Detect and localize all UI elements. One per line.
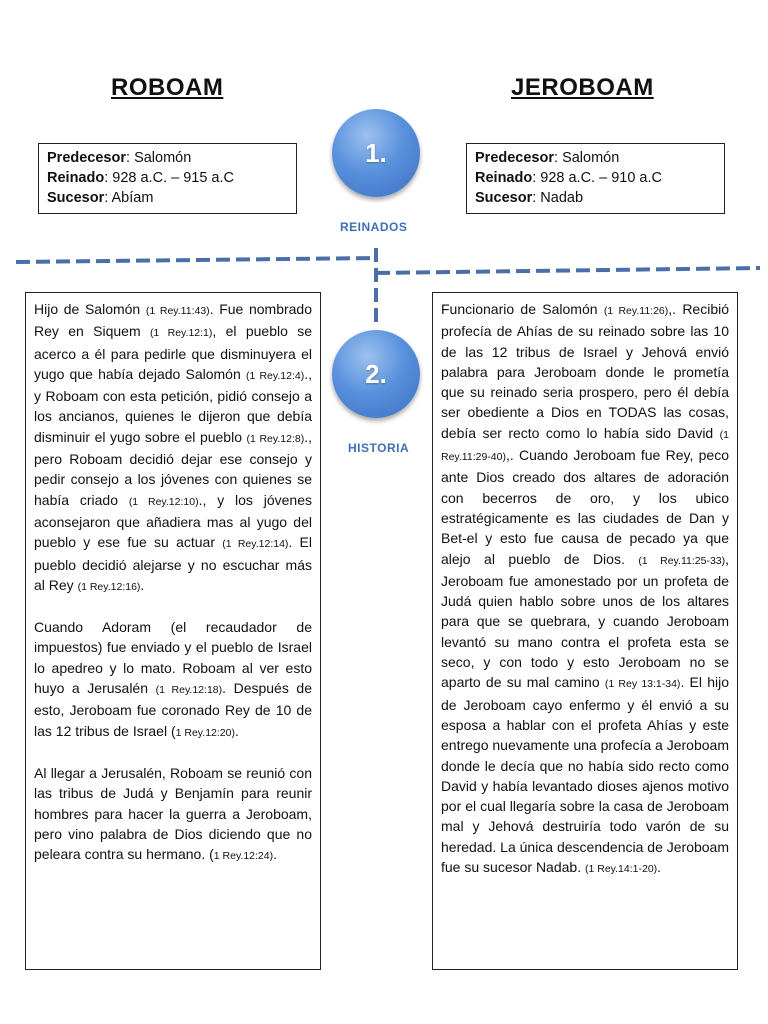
- scripture-reference: 1 Rey.12:24): [213, 850, 274, 863]
- scripture-reference: (1 Rey.11:26): [603, 305, 669, 317]
- paragraph-text: .: [140, 576, 145, 593]
- left-successor-row: Sucesor: Abíam: [47, 190, 154, 206]
- scripture-reference: (1 Rey.11:29-40): [441, 428, 729, 464]
- paragraph-text: ., y Roboam con esta petición, pidió consejo a los ancianos, quienes le dijeron que debía disminuir el yugo sobre el pueblo: [34, 365, 313, 445]
- paragraph: [34, 763, 312, 866]
- paragraph-text: ., y los jóvenes aconsejaron que añadiera mas al yugo del pueblo y ese fue su actuar: [34, 491, 312, 551]
- right-predecessor: Salomón: [562, 150, 620, 166]
- marker-reinados-circle: 1.: [332, 109, 420, 197]
- left-history-textbox: [25, 292, 321, 970]
- paragraph-text: ., pero Roboam decidió dejar ese consejo y pedir consejo a los jóvenes con quienes se había criado: [34, 428, 312, 508]
- paragraph-text: .: [657, 859, 662, 876]
- paragraph-text: .: [234, 722, 239, 739]
- marker-historia-label: HISTORIA: [348, 441, 410, 455]
- paragraph: [34, 617, 312, 743]
- paragraph-text: , Jeroboam fue amonestado por un profeta de Judá quien hablo sobre unos de los altares para que se quebrara, y cuando Jeroboam levantó su mano contra el profeta esta se seco, y con todo y esto Jeroboam no se aparto de su mal camino: [441, 550, 730, 691]
- paragraph-text: Al llegar a Jerusalén, Roboam se reunió con las tribus de Judá y Benjamín para reunir hombres para hacer la guerra a Jeroboam, pero vino palabra de Dios diciendo que no peleara contra su hermano. (: [34, 764, 312, 863]
- left-predecessor-row: Predecesor: Salomón: [47, 150, 192, 166]
- scripture-reference: (1 Rey 13:1-34): [604, 678, 681, 691]
- paragraph-text: Funcionario de Salomón: [441, 301, 604, 317]
- scripture-reference: 1 Rey.12:20): [175, 726, 235, 739]
- scripture-reference: (1 Rey.12:4): [245, 369, 305, 382]
- scripture-reference: (1 Rey.11:43): [145, 305, 210, 317]
- left-reign-row: Reinado: 928 a.C. – 915 a.C: [47, 170, 234, 186]
- right-successor-row: Sucesor: Nadab: [475, 190, 584, 206]
- scripture-reference: (1 Rey.14:1-20): [584, 863, 658, 876]
- paragraph-text: . El hijo de Jeroboam cayo enfermo y él envió a su esposa a hablar con el profeta Ahías y este entrego nuevamente una profecía a Jeroboam donde le decía que no había sido recto como David y había levantado dioses ajenos motivo por el cual llegaría sobre la casa de Jeroboam mal y Jehová destruiría todo varón de su heredad. La única descendencia de Jeroboam fue su sucesor Nadab.: [441, 674, 729, 876]
- paragraph: [34, 299, 312, 597]
- paragraph-text: . El pueblo decidió alejarse y no escuchar más al Rey: [34, 534, 312, 593]
- scripture-reference: (1 Rey.12:16): [77, 580, 141, 593]
- paragraph-text: . Fue nombrado Rey en Siquem: [34, 301, 312, 340]
- left-successor: Abíam: [111, 190, 154, 206]
- paragraph: [441, 299, 729, 879]
- paragraph-text: Cuando Adoram (el recaudador de impuestos) fue enviado y el pueblo de Israel lo apedreo y lo mato. Roboam al ver esto huyo a Jerusalén: [34, 619, 312, 697]
- left-title: ROBOAM: [111, 74, 224, 101]
- paragraph-text: ,. Cuando Jeroboam fue Rey, peco ante Dios creado dos altares de adoración con becerros de oro, y los ubico estratégicamente es las ciudades de Dan y Bet-el y esto fue causa de pecado ya que alejo al pueblo de Dios.: [441, 447, 729, 567]
- paragraph-text: .: [273, 846, 277, 863]
- marker-historia-circle: 2.: [332, 330, 420, 418]
- dashed-line-left: [16, 258, 376, 262]
- scripture-reference: (1 Rey.12:18): [155, 684, 223, 697]
- right-reign-row: Reinado: 928 a.C. – 910 a.C: [475, 170, 662, 186]
- left-predecessor: Salomón: [134, 150, 192, 166]
- marker-reinados-label: REINADOS: [340, 220, 408, 234]
- scripture-reference: (1 Rey.12:14): [222, 538, 289, 551]
- paragraph-text: , el pueblo se acerco a él para pedirle que disminuyera el yugo que había dejado Salomón: [34, 323, 312, 382]
- right-history-textbox: [432, 292, 738, 970]
- paragraph-text: ,. Recibió profecía de Ahías de su reinado sobre las 10 de las 12 tribus de Israel y Jehová envió palabra para Jeroboam donde le prometía que su reinado seria prospero, pero él debía ser obediente a Dios en TODAS las cosas, debía ser recto como lo había sido David: [441, 301, 730, 441]
- right-reign: 928 a.C. – 910 a.C: [540, 170, 662, 186]
- right-title: JEROBOAM: [511, 74, 654, 101]
- dashed-line-right: [376, 268, 760, 273]
- paragraph-text: Hijo de Salomón: [34, 301, 146, 317]
- right-predecessor-row: Predecesor: Salomón: [475, 150, 620, 166]
- paragraph-text: . Después de esto, Jeroboam fue coronado Rey de 10 de las 12 tribus de Israel (: [34, 680, 312, 739]
- scripture-reference: (1 Rey.12:8): [246, 432, 305, 445]
- scripture-reference: (1 Rey.12:1): [149, 327, 213, 340]
- scripture-reference: (1 Rey.12:10): [128, 495, 199, 508]
- left-reign: 928 a.C. – 915 a.C: [112, 170, 234, 186]
- right-successor: Nadab: [540, 190, 584, 206]
- scripture-reference: (1 Rey.11:25-33): [638, 554, 726, 567]
